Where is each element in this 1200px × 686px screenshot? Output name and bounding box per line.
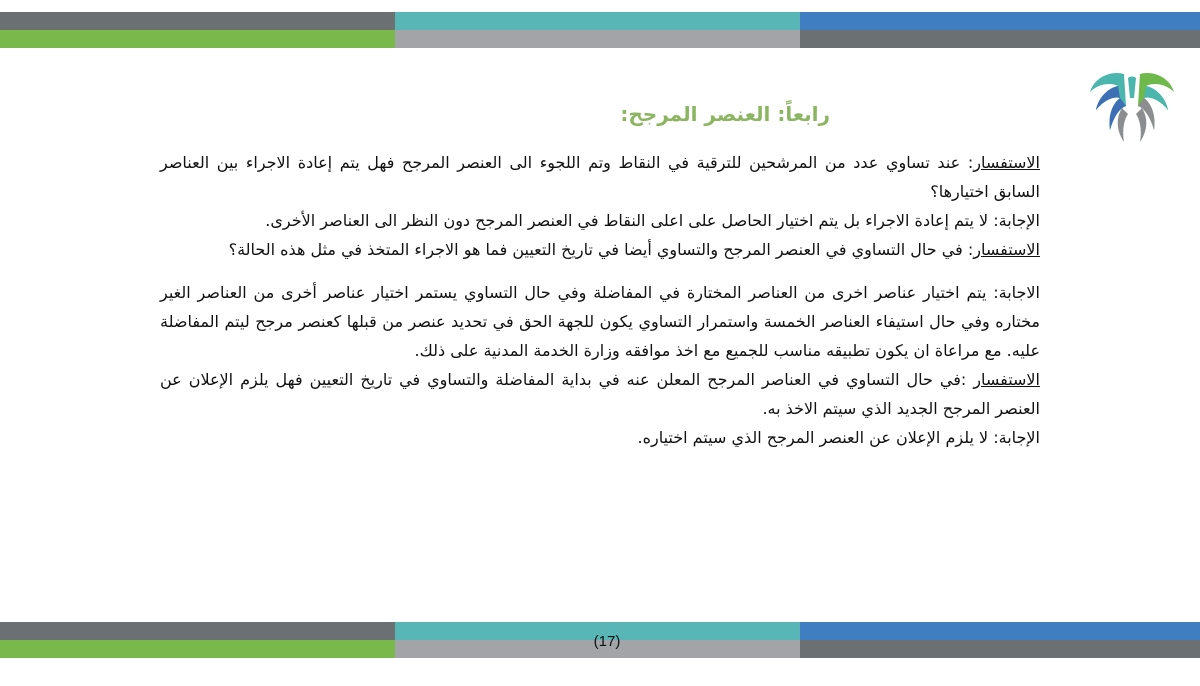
band-segment [395,12,800,30]
question-text: : في حال التساوي في العنصر المرجح والتساوي أيضا في تاريخ التعيين فما هو الاجراء المتخذ في مثل هذه الحالة؟ [228,240,974,259]
section-heading: رابعاً: العنصر المرجح: [620,102,830,126]
inquiry-label: الاستفسار [973,240,1040,259]
inquiry-label: الاستفسار [973,153,1040,172]
answer-1: الإجابة: لا يتم إعادة الاجراء بل يتم اختيار الحاصل على اعلى النقاط في العنصر المرجح دون النظر الى العناصر الأخرى. [265,211,1040,230]
faq-content [160,148,1040,452]
inquiry-label: الاستفسار [973,370,1040,389]
question-text: : عند تساوي عدد من المرشحين للترقية في النقاط وتم اللجوء الى العنصر المرجح فهل يتم إعادة الاجراء بين العناصر السابق اختيارها؟ [160,153,1040,201]
band-segment [800,640,1200,658]
question-2 [160,235,1040,264]
band-segment [800,30,1200,48]
band-segment [0,30,395,48]
band-segment [0,12,395,30]
band-segment [800,622,1200,640]
organization-logo [1088,68,1176,146]
question-3 [160,365,1040,423]
band-segment [395,30,800,48]
question-1 [160,148,1040,206]
question-text: :في حال التساوي في العناصر المرجح المعلن عنه في بداية المفاضلة والتساوي في تاريخ التعيين فهل يلزم الإعلان عن العنصر المرجح الجديد الذي سيتم الاخذ به. [160,370,1040,418]
answer-3: الإجابة: لا يلزم الإعلان عن العنصر المرجح الذي سيتم اختياره. [637,428,1040,447]
answer-2: الاجابة: يتم اختيار عناصر اخرى من العناصر المختارة في المفاضلة وفي حال التساوي يستمر اختيار عناصر أخرى من العناصر الغير مختاره وفي حال استيفاء العناصر الخمسة واستمرار التساوي يكون للجهة الحق في تحديد عنصر من قبلها كعنصر مرجح ليتم المفاضلة عليه. مع مراعاة ان يكون تطبيقه مناسب للجميع مع اخذ موافقه وزارة الخدمة المدنية على ذلك. [160,283,1040,360]
page-number: (17) [593,633,621,650]
band-segment [800,12,1200,30]
top-color-band [0,12,1200,48]
band-segment [0,622,395,640]
band-segment [0,640,395,658]
